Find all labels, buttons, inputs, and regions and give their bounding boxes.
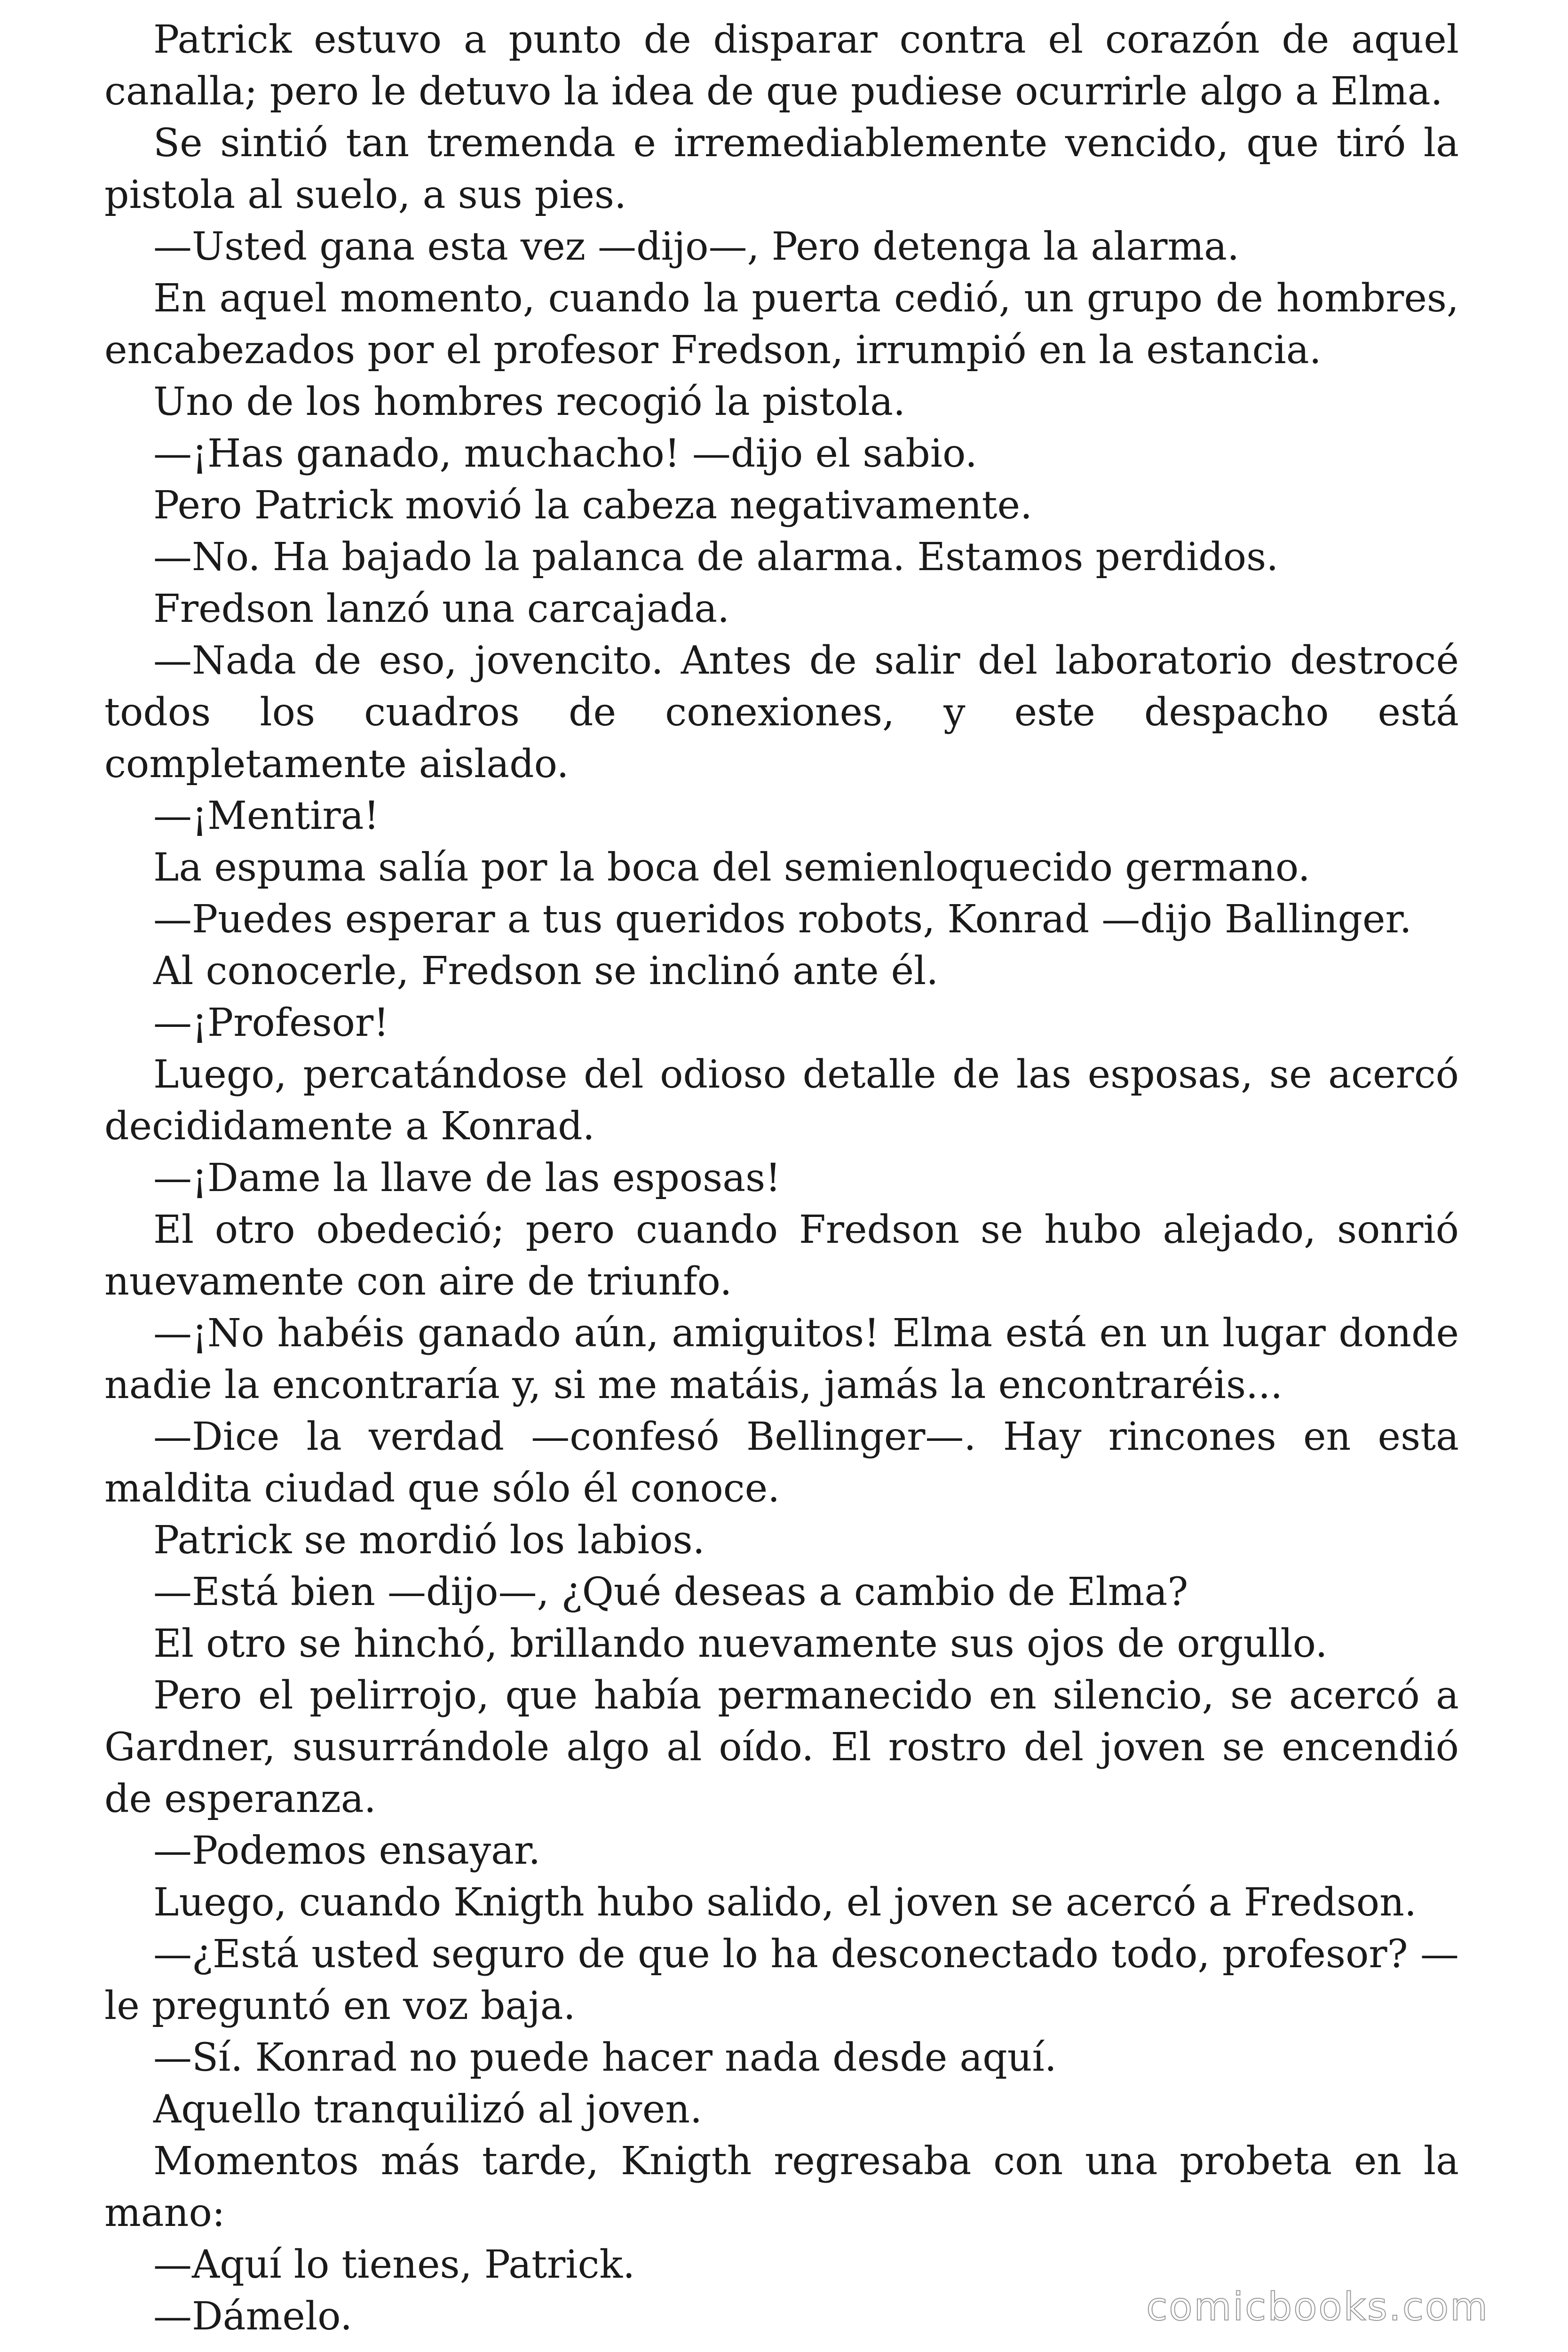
paragraph: Se sintió tan tremenda e irremediablemente vencido, que tiró la pistola al suelo, a sus pies.: [104, 121, 1459, 217]
paragraph: —Dámelo.: [153, 2294, 353, 2339]
paragraph: Al conocerle, Fredson se inclinó ante él.: [153, 949, 939, 993]
paragraph: —Está bien —dijo—, ¿Qué deseas a cambio de Elma?: [153, 1570, 1188, 1614]
paragraph: Patrick estuvo a punto de disparar contra el corazón de aquel canalla; pero le detuvo la idea de que pudiese ocurrirle algo a Elma.: [104, 17, 1459, 114]
paragraph: —¡Dame la llave de las esposas!: [153, 1156, 781, 1200]
paragraph: Pero Patrick movió la cabeza negativamente.: [153, 483, 1033, 528]
paragraph: —No. Ha bajado la palanca de alarma. Estamos perdidos.: [153, 535, 1279, 580]
paragraph: Fredson lanzó una carcajada.: [153, 587, 730, 631]
paragraph: —¡Mentira!: [153, 794, 380, 838]
paragraph: —Usted gana esta vez —dijo—, Pero detenga la alarma.: [153, 224, 1240, 269]
paragraph: El otro se hinchó, brillando nuevamente sus ojos de orgullo.: [153, 1621, 1328, 1666]
paragraph: —¡No habéis ganado aún, amiguitos! Elma está en un lugar donde nadie la encontraría y, si me matáis, jamás la encontraréis...: [104, 1311, 1459, 1407]
paragraph: —Dice la verdad —confesó Bellinger—. Hay rincones en esta maldita ciudad que sólo él conoce.: [104, 1414, 1459, 1511]
paragraph: Pero el pelirrojo, que había permanecido en silencio, se acercó a Gardner, susurrándole algo al oído. El rostro del joven se encendió de esperanza.: [104, 1673, 1459, 1821]
paragraph: —¡Profesor!: [153, 1001, 389, 1045]
paragraph: —¡Has ganado, muchacho! —dijo el sabio.: [153, 431, 977, 476]
paragraph: —Nada de eso, jovencito. Antes de salir del laboratorio destrocé todos los cuadros de conexiones, y este despacho está completamente aislado.: [104, 638, 1459, 787]
paragraph: —Puedes esperar a tus queridos robots, Konrad —dijo Ballinger.: [153, 897, 1412, 942]
paragraph: —Podemos ensayar.: [153, 1828, 541, 1873]
paragraph: El otro obedeció; pero cuando Fredson se hubo alejado, sonrió nuevamente con aire de triunfo.: [104, 1208, 1459, 1304]
watermark: comicbooks.com: [1146, 2285, 1489, 2329]
paragraph: En aquel momento, cuando la puerta cedió, un grupo de hombres, encabezados por el profesor Fredson, irrumpió en la estancia.: [104, 276, 1459, 373]
paragraph: Luego, cuando Knigth hubo salido, el joven se acercó a Fredson.: [153, 1880, 1417, 1925]
paragraph: Uno de los hombres recogió la pistola.: [153, 380, 906, 424]
paragraph: Luego, percatándose del odioso detalle de las esposas, se acercó decididamente a Konrad.: [104, 1052, 1459, 1149]
paragraph: Momentos más tarde, Knigth regresaba con una probeta en la mano:: [104, 2139, 1459, 2235]
book-page-text: [104, 14, 1459, 2343]
paragraph: —¿Está usted seguro de que lo ha desconectado todo, profesor? —le preguntó en voz baja.: [104, 1932, 1459, 2028]
paragraph: —Sí. Konrad no puede hacer nada desde aquí.: [153, 2035, 1057, 2080]
paragraph: Aquello tranquilizó al joven.: [153, 2087, 703, 2132]
paragraph: Patrick se mordió los labios.: [153, 1518, 705, 1563]
paragraph: La espuma salía por la boca del semienloquecido germano.: [153, 845, 1310, 890]
paragraph: —Aquí lo tienes, Patrick.: [153, 2242, 635, 2287]
